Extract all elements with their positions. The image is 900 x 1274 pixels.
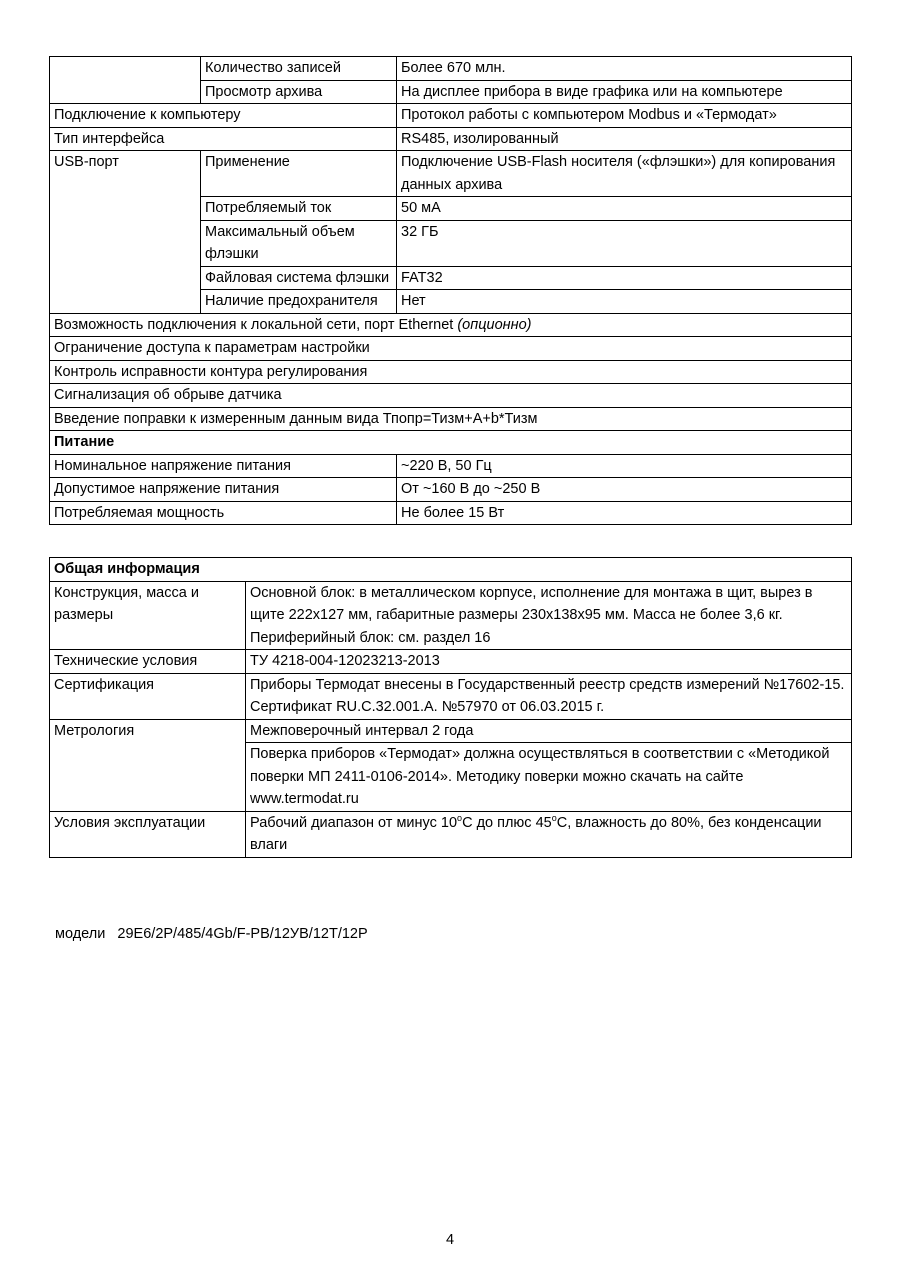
- table-row: Наличие предохранителя Нет: [50, 290, 852, 314]
- table-row: Тип интерфейса RS485, изолированный: [50, 127, 852, 151]
- table-row: Сертификация Приборы Термодат внесены в Государственный реестр средств измерений №17602-15. Сертификат RU.C.32.001.A. №57970 от 06.03.2015 г.: [50, 673, 852, 719]
- section-header: Общая информация: [50, 558, 852, 582]
- table-row: Поверка приборов «Термодат» должна осуществляться в соответствии с «Методикой поверки МП 2411-0106-2014». Методику поверки можно скачать на сайте www.termodat.ru: [50, 743, 852, 812]
- table-row: Введение поправки к измеренным данным вида Тпопр=Тизм+A+b*Тизм: [50, 407, 852, 431]
- table-row: Максимальный объем флэшки 32 ГБ: [50, 220, 852, 266]
- table-row: Номинальное напряжение питания ~220 В, 50 Гц: [50, 454, 852, 478]
- table-row: USB-порт Применение Подключение USB-Flash носителя («флэшки») для копирования данных архива: [50, 151, 852, 197]
- spec-table-2: [49, 557, 852, 858]
- table-row: Потребляемая мощность Не более 15 Вт: [50, 501, 852, 525]
- table-row: Файловая система флэшки FAT32: [50, 266, 852, 290]
- section-header: Питание: [50, 431, 852, 455]
- model-note: модели 29Е6/2Р/485/4Gb/F-PB/12УВ/12Т/12Р: [55, 926, 368, 942]
- table-row: Просмотр архива На дисплее прибора в виде графика или на компьютере: [50, 80, 852, 104]
- table-row: Технические условия ТУ 4218-004-12023213-2013: [50, 650, 852, 674]
- table-row: Количество записей Более 670 млн.: [50, 57, 852, 81]
- table-row: Подключение к компьютеру Протокол работы с компьютером Modbus и «Термодат»: [50, 104, 852, 128]
- table-row: Допустимое напряжение питания От ~160 В до ~250 В: [50, 478, 852, 502]
- table-row: Возможность подключения к локальной сети, порт Ethernet (опционно): [50, 313, 852, 337]
- usb-port-label: USB-порт: [50, 151, 201, 314]
- table-row: Метрология Межповерочный интервал 2 года: [50, 719, 852, 743]
- table-row: Условия эксплуатации Рабочий диапазон от минус 10$^o$С до плюс 45$^o$С, влажность до 80%, без конденсации влаги: [50, 811, 852, 857]
- page-number: 4: [445, 1232, 455, 1248]
- table-row: Конструкция, масса и размеры Основной блок: в металлическом корпусе, исполнение для монтажа в щит, вырез в щите 222х127 мм, габаритные размеры 230х138х95 мм. Масса не более 3,6 кг. Периферийный блок: см. раздел 16: [50, 581, 852, 650]
- table-row: Сигнализация об обрыве датчика: [50, 384, 852, 408]
- table-row: Ограничение доступа к параметрам настройки: [50, 337, 852, 361]
- table-row: Контроль исправности контура регулирования: [50, 360, 852, 384]
- table-row: Потребляемый ток 50 мА: [50, 197, 852, 221]
- spec-table-1: [49, 56, 852, 525]
